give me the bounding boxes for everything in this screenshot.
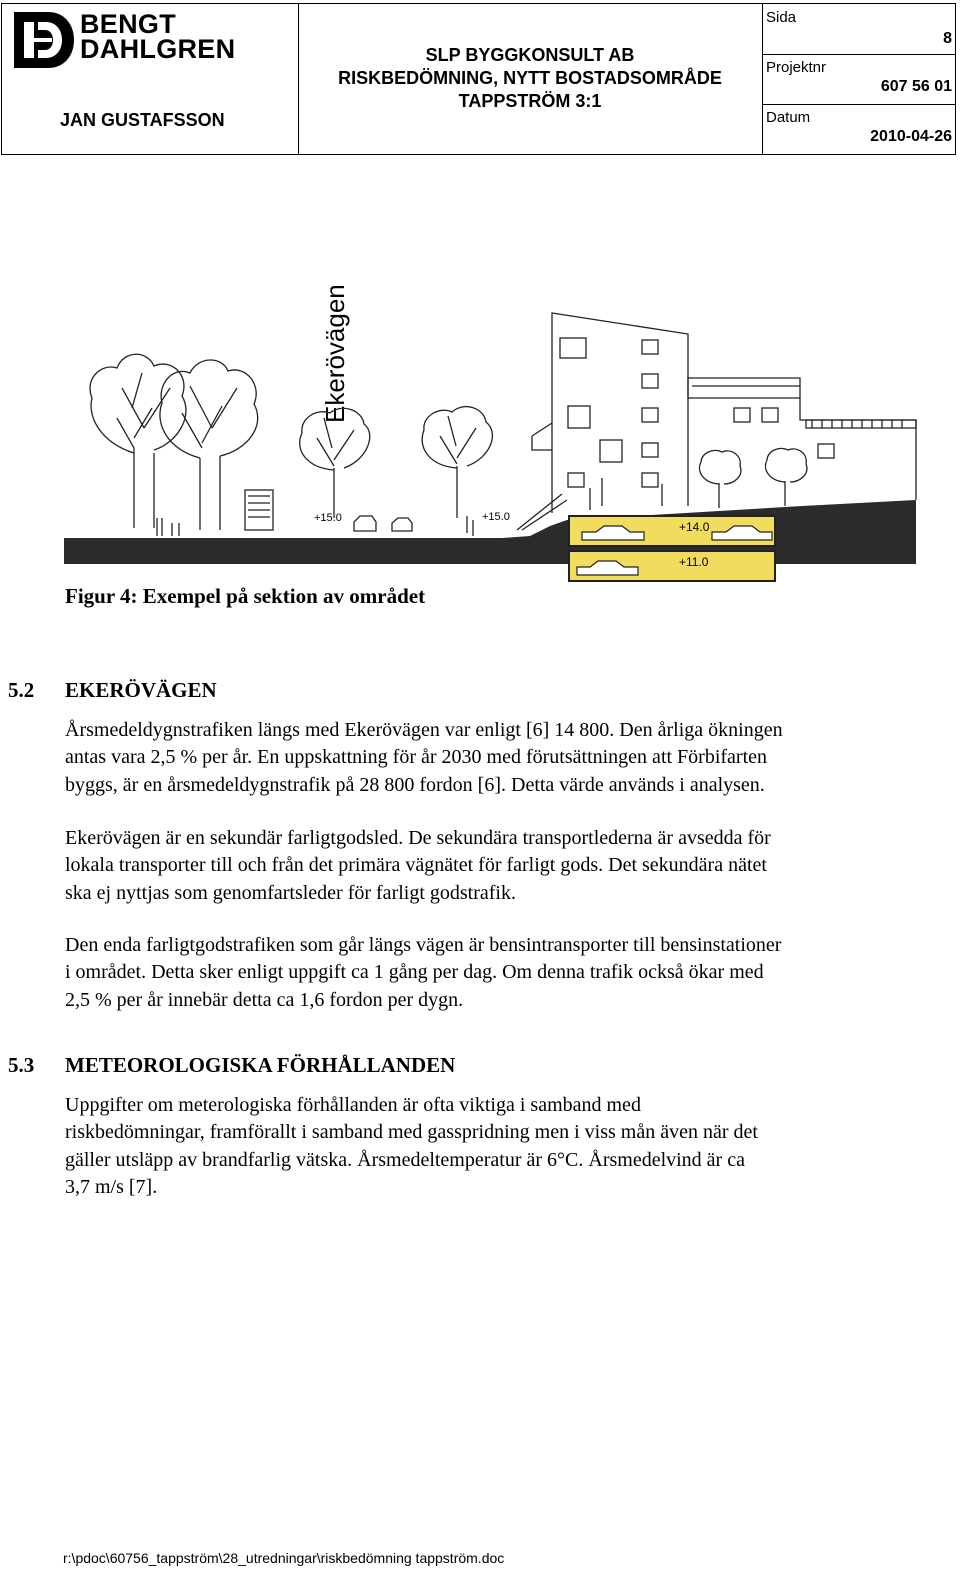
tree (422, 407, 492, 518)
text-line: Uppgifter om meterologiska förhållanden är ofta viktiga i samband med (65, 1094, 641, 1116)
page-number: 8 (943, 30, 952, 47)
section-heading-5-2 (8, 678, 217, 703)
section-heading-5-3 (8, 1053, 455, 1078)
tree (700, 450, 741, 508)
text-line: gäller utsläpp av brandfarlig vätska. Årsmedeltemperatur är 6°C. Årsmedelvind är ca (65, 1148, 745, 1171)
date-field (762, 104, 956, 154)
project-line-3: TAPPSTRÖM 3:1 (458, 91, 602, 111)
apartment-building (688, 378, 916, 500)
text-line: 3,7 m/s [7]. (65, 1175, 158, 1198)
paragraph (65, 1092, 945, 1201)
pedestrian (590, 478, 662, 510)
header-meta-cell (762, 4, 956, 154)
paragraph (65, 717, 945, 799)
section-title: EKERÖVÄGEN (65, 678, 217, 702)
page-field (762, 4, 956, 54)
section-figure (62, 238, 918, 588)
paragraph (65, 932, 945, 1014)
bd-logo-mark (12, 12, 76, 68)
figure-caption: Figur 4: Exempel på sektion av området (65, 584, 426, 608)
project-number-field (762, 54, 956, 104)
tree (160, 360, 258, 530)
project-line-1: SLP BYGGKONSULT AB (425, 45, 635, 65)
project-number-label: Projektnr (766, 59, 827, 76)
tree (300, 408, 370, 518)
project-title (298, 44, 762, 113)
logo-text (80, 9, 236, 64)
text-line: lokala transporter till och från det primära vägnätet för farligt gods. Det sekundära nätet (65, 854, 767, 877)
tree (766, 448, 807, 506)
road-label: Ekerövägen (320, 284, 350, 423)
section-number: 5.2 (8, 678, 35, 702)
text-line: Ekerövägen är en sekundär farligtgodsled. De sekundära transportlederna är avsedda för (65, 827, 771, 849)
text-line: Årsmedeldygnstrafiken längs med Ekerövägen var enligt [6] 14 800. Den årliga ökningen (65, 719, 783, 741)
project-number-value: 607 56 01 (880, 78, 952, 95)
section-number: 5.3 (8, 1053, 35, 1077)
paragraph (65, 825, 945, 907)
text-line: Den enda farligtgodstrafiken som går längs vägen är bensintransporter till bensinstationer (65, 934, 782, 956)
date-value: 2010-04-26 (870, 128, 952, 145)
author-name: JAN GUSTAFSSON (60, 110, 225, 130)
page-label: Sida (766, 9, 797, 26)
header-left-cell (2, 4, 299, 154)
car (392, 518, 412, 531)
text-line: ska ej nyttjas som genomfartsleder för farligt godstrafik. (65, 881, 516, 904)
text-line: 2,5 % per år innebär detta ca 1,6 fordon per dygn. (65, 988, 464, 1011)
car (354, 516, 376, 531)
file-path-footer: r:\pdoc\60756_tappström\28_utredningar\riskbedömning tappström.doc (63, 1550, 505, 1566)
document-header (1, 3, 956, 155)
section-title: METEOROLOGISKA FÖRHÅLLANDEN (65, 1053, 456, 1077)
street-section-drawing (62, 238, 918, 588)
text-line: antas vara 2,5 % per år. En uppskattning för år 2030 med förutsättningen att Förbifarten (65, 746, 768, 769)
level-marker: +14.0 (679, 520, 710, 534)
date-label: Datum (766, 109, 811, 126)
text-line: byggs, är en årsmedeldygnstrafik på 28 800 fordon [6]. Detta värde används i analysen. (65, 773, 765, 796)
cyclist (467, 516, 473, 536)
level-marker: +15.0 (314, 512, 342, 524)
text-line: riskbedömningar, framförallt i samband med gasspridning men i viss mån även när det (65, 1121, 758, 1144)
pedestrian (157, 518, 179, 536)
logo-line-2: DAHLGREN (80, 34, 236, 64)
header-project-cell (298, 4, 763, 154)
ground-profile (64, 500, 916, 564)
level-marker: +11.0 (679, 555, 709, 569)
logo-line-1: BENGT (80, 9, 176, 39)
project-line-2: RISKBEDÖMNING, NYTT BOSTADSOMRÅDE (338, 68, 722, 88)
text-line: i området. Detta sker enligt uppgift ca 1 gång per dag. Om denna trafik också ökar med (65, 961, 764, 984)
tree (90, 354, 186, 528)
company-logo (12, 9, 252, 72)
level-marker: +15.0 (482, 511, 510, 523)
